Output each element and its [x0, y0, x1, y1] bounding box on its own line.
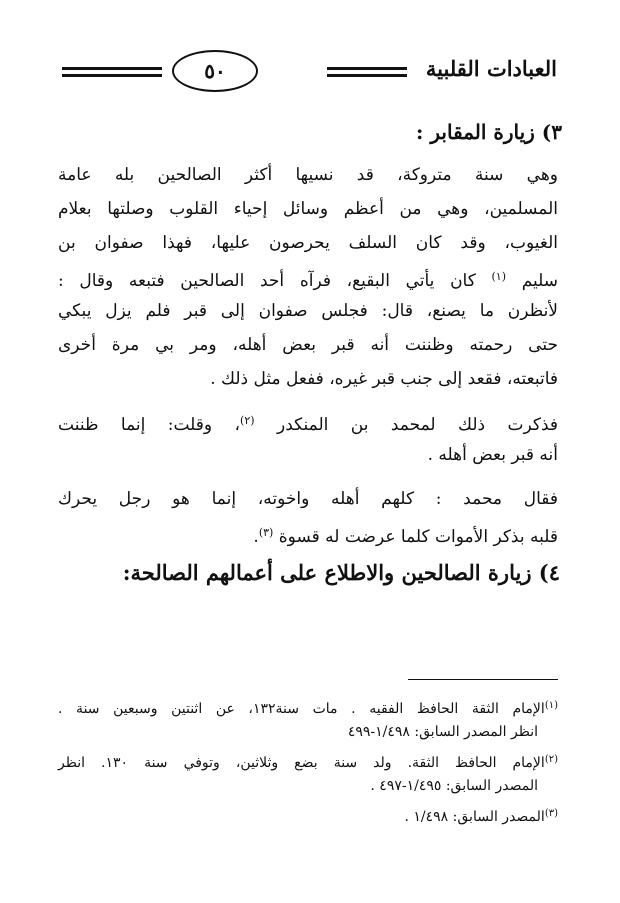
footnote-1-line-2: انظر المصدر السابق: ١/٤٩٨-٤٩٩: [347, 724, 538, 740]
paragraph-3-line-with-ref: [58, 516, 558, 550]
paragraph-1-line: حتى رحمته وظننت أنه قبر بعض أهله، ومر بي مرة أخرى: [58, 335, 558, 355]
running-title: العبادات القلبية: [425, 56, 557, 81]
footnote-1-text: الإمام الثقة الحافظ الفقيه . مات سنة١٣٢، عن اثنتين وسبعين سنة .: [58, 701, 545, 717]
paragraph-2: [58, 404, 558, 472]
footnote-2-line-1: [58, 746, 558, 773]
footnote-3-text: المصدر السابق: ١/٤٩٨ .: [404, 809, 545, 825]
footnote-separator: [408, 679, 558, 680]
paragraph-3-text-a: قلبه بذكر الأموات كلما عرضت له قسوة: [278, 527, 558, 547]
page-header: [62, 50, 557, 96]
paragraph-1: [58, 158, 558, 396]
paragraph-3-line: فقال محمد : كلهم أهله واخوته، إنما هو رجل يحرك: [58, 489, 558, 509]
page-number: ٥٠: [204, 59, 226, 83]
paragraph-1-line: لأنظرن ما يصنع، قال: فجلس صفوان إلى قبر فلم يزل يبكي: [58, 301, 558, 321]
footnote-ref-3: (٣): [258, 526, 274, 539]
paragraph-1-line4-prefix: سليم: [521, 271, 559, 291]
footnote-1-marker: (١): [544, 700, 558, 711]
header-ornament-rule-left: [62, 67, 162, 79]
footnotes: [58, 692, 558, 827]
paragraph-1-line4-rest: كان يأتي البقيع، فرآه أحد الصالحين فتبعه وقال :: [58, 271, 476, 291]
footnote-3-line-1: [58, 800, 558, 827]
paragraph-1-line-with-ref: [58, 260, 558, 294]
paragraph-1-line: الغيوب، وقد كان السلف يحرصون عليها، فهذا صفوان بن: [58, 233, 558, 253]
paragraph-2-line: أنه قبر بعض أهله .: [427, 445, 558, 465]
footnote-2-line-2: المصدر السابق: ١/٤٩٥-٤٩٧ .: [370, 778, 538, 794]
header-ornament-rule-right: [327, 67, 407, 79]
paragraph-3-text-b: .: [253, 527, 259, 547]
footnote-2-text: الإمام الحافظ الثقة. ولد سنة بضع وثلاثين، وتوفي سنة ١٣٠. انظر: [58, 755, 545, 771]
footnote-2-marker: (٢): [544, 754, 558, 765]
paragraph-3: [58, 482, 558, 550]
paragraph-1-line: وهي سنة متروكة، قد نسيها أكثر الصالحين بله عامة: [58, 165, 558, 185]
footnote-3-marker: (٣): [544, 808, 558, 819]
paragraph-1-line: المسلمين، وهي من أعظم وسائل إحياء القلوب وصلتها بعلام: [58, 199, 558, 219]
footnote-ref-2: (٢): [240, 414, 255, 427]
paragraph-1-line: فاتبعته، فقعد إلى جنب قبر غيره، ففعل مثل ذلك .: [210, 369, 558, 389]
paragraph-2-text-b: ، وقلت: إنما ظننت: [58, 415, 241, 435]
footnote-1-line-1: [58, 692, 558, 719]
footnote-ref-1: (١): [491, 270, 507, 283]
paragraph-2-line-with-ref: [58, 404, 558, 438]
section-heading-visiting-righteous: ٤) زيارة الصالحين والاطلاع على أعمالهم الصالحة:: [122, 560, 560, 585]
paragraph-2-text-a: فذكرت ذلك لمحمد بن المنكدر: [276, 415, 559, 435]
page-number-oval: [172, 50, 258, 92]
section-heading-visiting-graves: ٣) زيارة المقابر :: [416, 120, 562, 144]
